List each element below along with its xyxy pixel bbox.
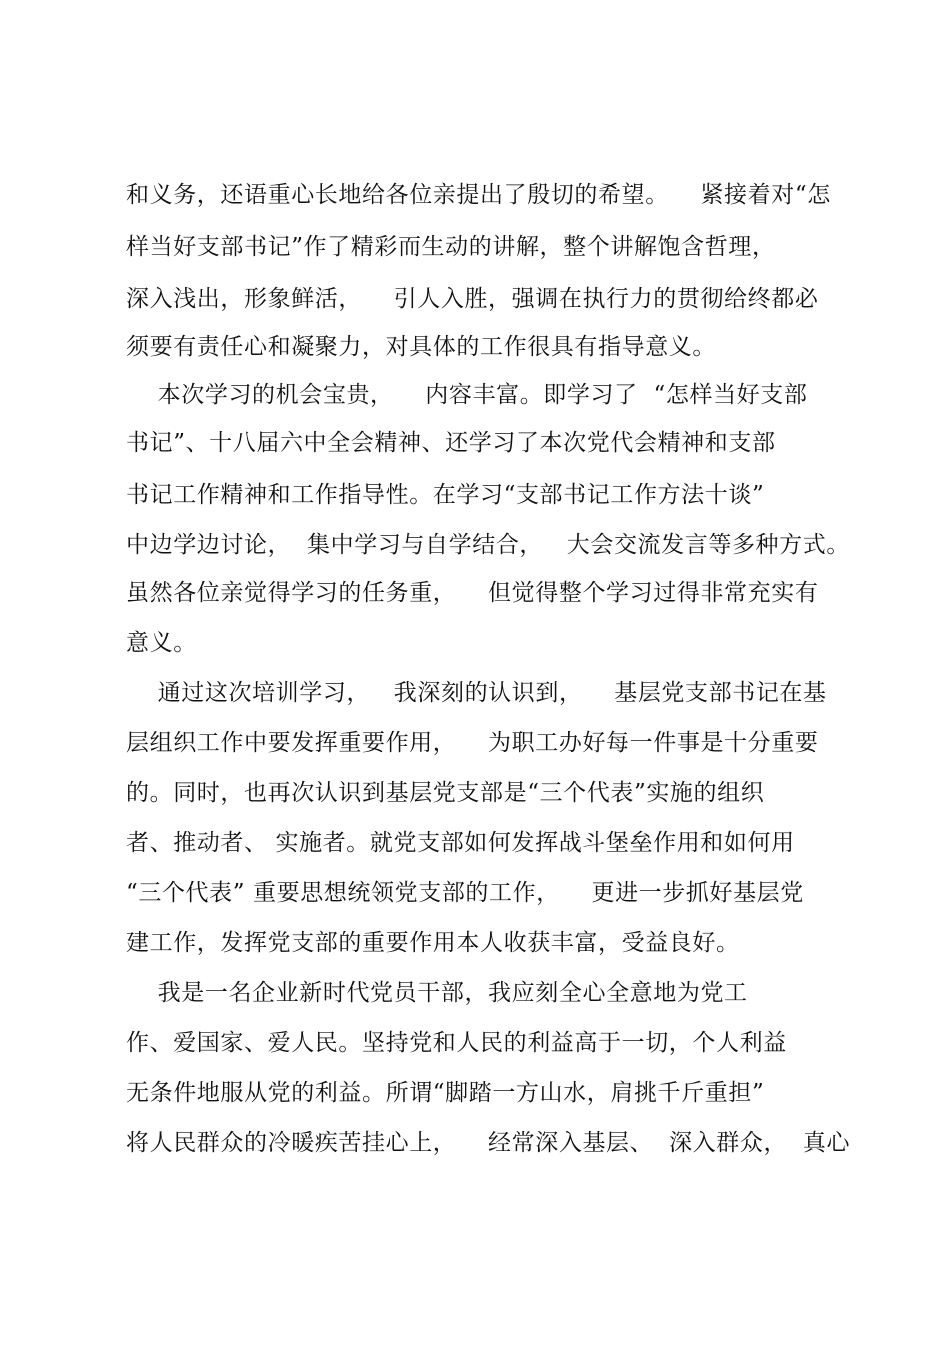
- text-line: 将人民群众的冷暖疾苦挂心上， 经常深入基层、 深入群众， 真心: [126, 1130, 851, 1156]
- text-line: “三个代表” 重要思想统领党支部的工作， 更进一步抓好基层党: [126, 880, 804, 906]
- text-line: 意义。: [126, 630, 197, 656]
- text-line: 本次学习的机会宝贵， 内容丰富。即学习了 “怎样当好支部: [126, 382, 808, 408]
- text-line: 通过这次培训学习， 我深刻的认识到， 基层党支部书记在基: [126, 680, 827, 706]
- text-line: 中边学边讨论， 集中学习与自学结合， 大会交流发言等多种方式。: [126, 532, 850, 558]
- text-line: 和义务，还语重心长地给各位亲提出了殷切的希望。 紧接着对“怎: [126, 182, 831, 208]
- text-line: 无条件地服从党的利益。所谓“脚踏一方山水，肩挑千斤重担”: [126, 1080, 765, 1106]
- text-line: 须要有责任心和凝聚力，对具体的工作很具有指导意义。: [126, 334, 716, 360]
- text-line: 的。同时，也再次认识到基层党支部是“三个代表”实施的组织: [126, 780, 765, 806]
- text-line: 样当好支部书记”作了精彩而生动的讲解，整个讲解饱含哲理，: [126, 234, 776, 260]
- text-line: 作、爱国家、爱人民。坚持党和人民的利益高于一切，个人利益: [126, 1030, 787, 1056]
- text-line: 书记工作精神和工作指导性。在学习“支部书记工作方法十谈”: [126, 482, 765, 508]
- text-line: 者、推动者、 实施者。就党支部如何发挥战斗堡垒作用和如何用: [126, 830, 795, 856]
- text-line: 虽然各位亲觉得学习的任务重， 但觉得整个学习过得非常充实有: [126, 580, 819, 606]
- text-line: 建工作，发挥党支部的重要作用本人收获丰富，受益良好。: [126, 930, 740, 956]
- text-line: 层组织工作中要发挥重要作用， 为职工办好每一件事是十分重要: [126, 730, 819, 756]
- text-line: 我是一名企业新时代党员干部，我应刻全心全意地为党工: [126, 980, 748, 1006]
- text-line: 深入浅出，形象鲜活， 引人入胜，强调在执行力的贯彻给终都必: [126, 286, 819, 312]
- text-line: 书记”、十八届六中全会精神、还学习了本次党代会精神和支部: [126, 430, 776, 456]
